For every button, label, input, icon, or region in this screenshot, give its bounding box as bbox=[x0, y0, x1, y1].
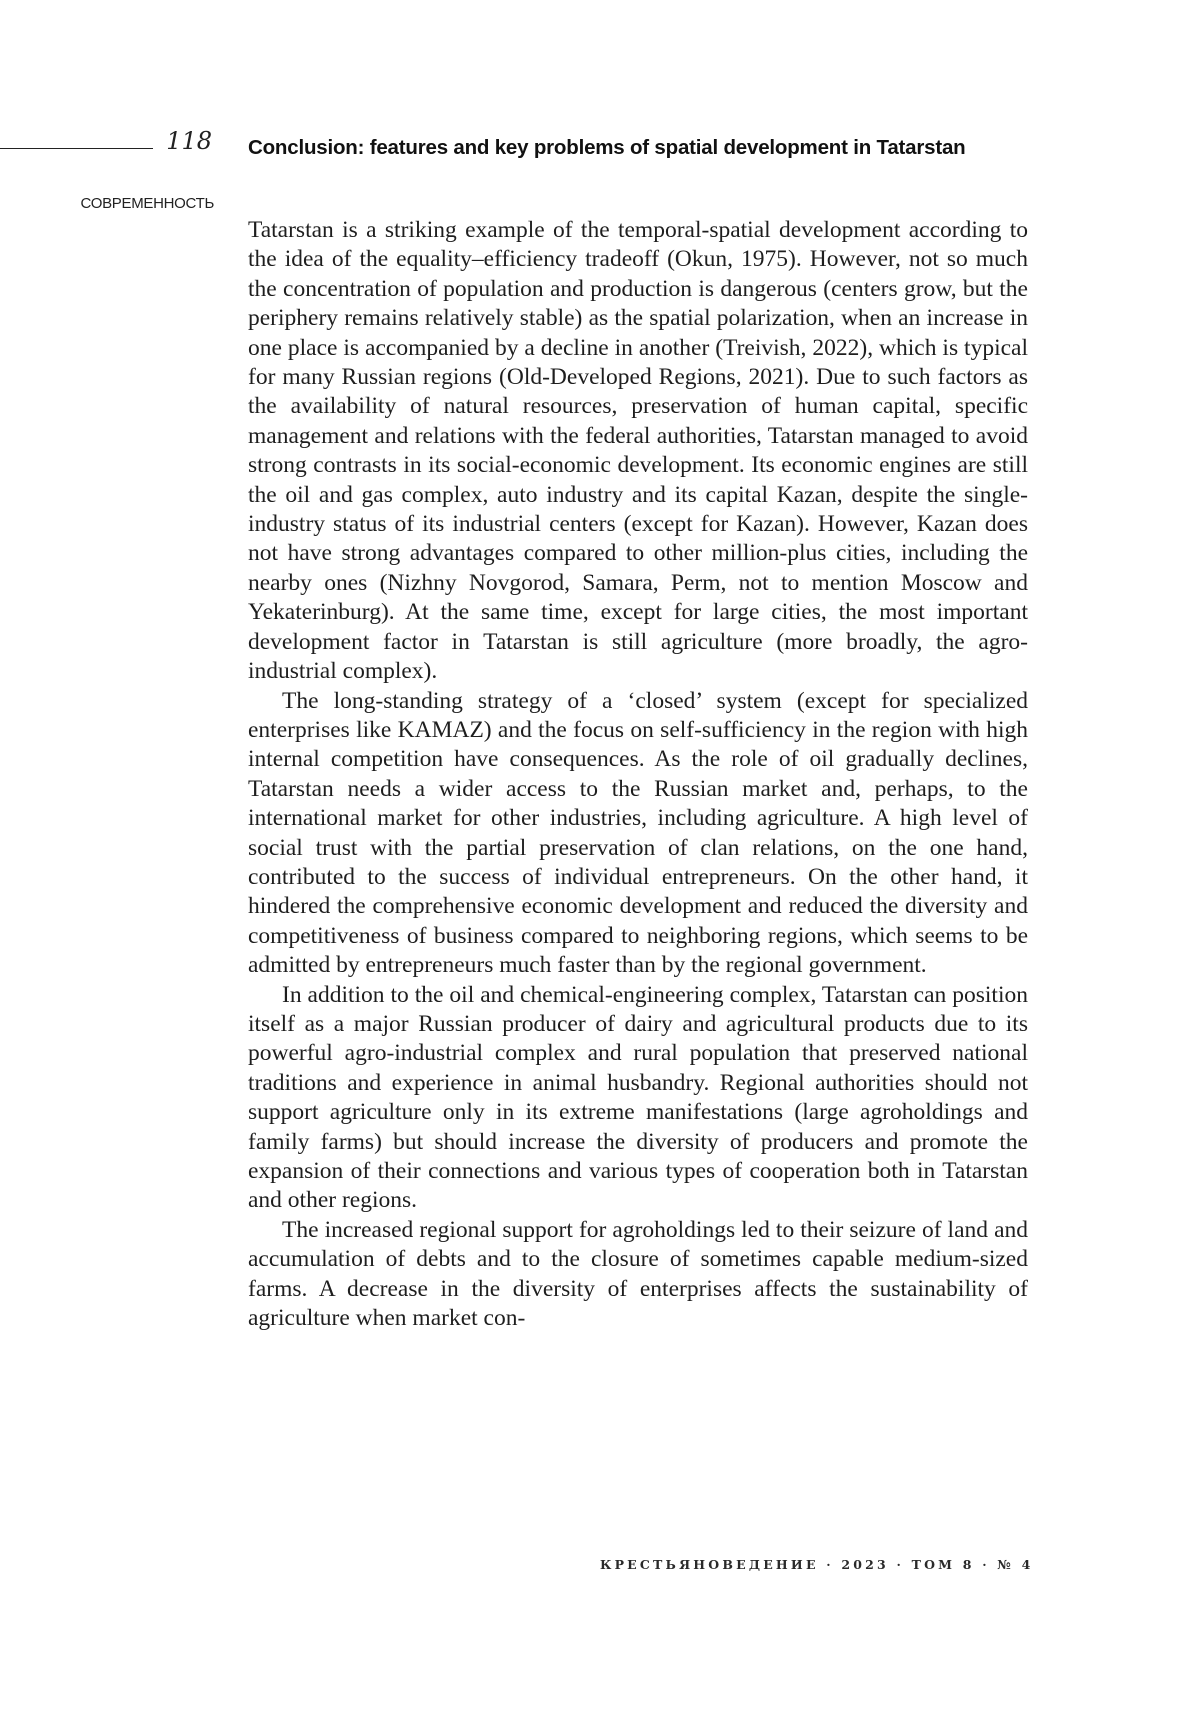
header-rule bbox=[0, 148, 153, 149]
page-number: 118 bbox=[166, 127, 212, 155]
paragraph-2: The long-standing strategy of a ‘closed’ system (except for specialized enterprises like KAMAZ) and the focus on self-sufficiency in the region with high internal competition have consequences. As the role of oil gradually declines, Tatarstan needs a wider access to the Russian market and, perhaps, to the international market for other industries, including agriculture. A high level of social trust with the partial preservation of clan relations, on the one hand, contributed to the success of individual entrepreneurs. On the other hand, it hindered the comprehensive economic development and reduced the diversity and competitiveness of business compared to neighboring regions, which seems to be admitted by entrepreneurs much faster than by the regional government. bbox=[248, 687, 1028, 979]
paragraph-4: The increased regional support for agroholdings led to their seizure of land and accumulation of debts and to the closure of sometimes capable medium-sized farms. A decrease in the diversity of enterprises affects the sustainability of agriculture when market con- bbox=[248, 1216, 1028, 1332]
paragraph-1: Tatarstan is a striking example of the temporal-spatial development according to the idea of the equality–efficiency tradeoff (Okun, 1975). However, not so much the concentration of population and production is dangerous (centers grow, but the periphery remains relatively stable) as the spatial polarization, when an increase in one place is accompanied by a decline in another (Treivish, 2022), which is typical for many Russian regions (Old-Developed Regions, 2021). Due to such factors as the availability of natural resources, preservation of human capital, specific management and relations with the federal authorities, Tatarstan managed to avoid strong contrasts in its social-economic development. Its economic engines are still the oil and gas complex, auto industry and its capital Kazan, despite the single-industry status of its industrial centers (except for Kazan). However, Kazan does not have strong advantages compared to other million-plus cities, including the nearby ones (Nizhny Novgorod, Samara, Perm, not to mention Moscow and Yekaterinburg). At the same time, except for large cities, the most important development factor in Tatarstan is still agriculture (more broadly, the agro-industrial complex). bbox=[248, 217, 1028, 685]
journal-footer: КРЕСТЬЯНОВЕДЕНИЕ · 2023 · ТОМ 8 · № 4 bbox=[600, 1557, 1034, 1572]
paragraph-3: In addition to the oil and chemical-engineering complex, Tatarstan can position itself as a major Russian producer of dairy and agricultural products due to its powerful agro-industrial complex and rural population that preserved national traditions and experience in animal husbandry. Regional authorities should not support agriculture only in its extreme manifestations (large agroholdings and family farms) but should increase the diversity of producers and promote the expansion of their connections and various types of cooperation both in Tatarstan and other regions. bbox=[248, 981, 1028, 1214]
article-body bbox=[248, 216, 1028, 1333]
section-label: СОВРЕМЕННОСТЬ bbox=[80, 195, 214, 212]
section-heading: Conclusion: features and key problems of spatial development in Tatarstan bbox=[248, 136, 966, 159]
